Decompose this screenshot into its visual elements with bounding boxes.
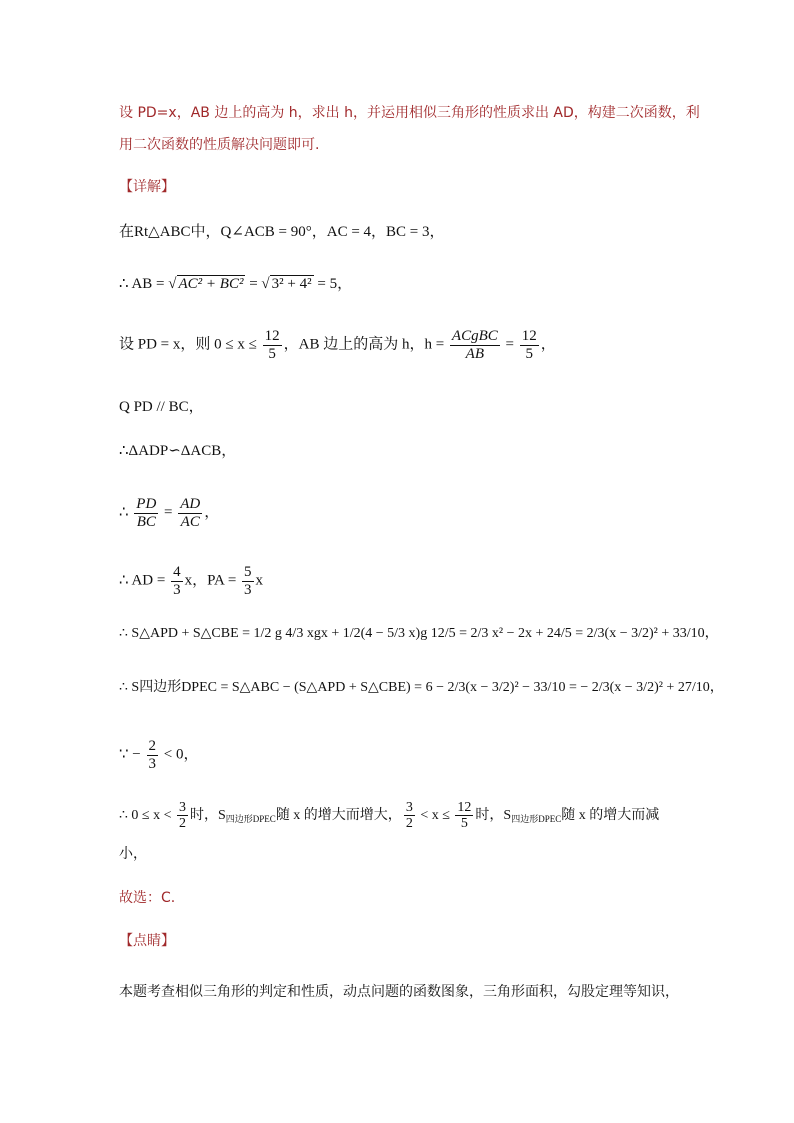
step-11-frac-1: $\frac{3}{2}$ <box>179 800 186 832</box>
detail-heading: 【详解】 <box>119 179 175 195</box>
step-3-frac-1: $\frac{12}{5}$ <box>264 328 280 362</box>
step-5: ∴ΔADP∽ΔACB， <box>119 443 237 459</box>
step-2-radicand-2: 3² + 4² <box>271 276 312 292</box>
step-7: ∴ AD = $\frac{4}{3}$ x，PA = $\frac{5}{3}$ x <box>119 564 264 598</box>
step-7-frac-1: $\frac{4}{3}$ <box>173 564 181 598</box>
step-3: 设 PD = x，则 0 ≤ x ≤ $\frac{12}{5}$ ，AB 边上的高为 h，h = $\frac{\text{ACgBC}}{AB}$ = $\frac{12}{5}$ ， <box>119 328 556 362</box>
step-11-frac-3: $\frac{12}{5}$ <box>457 800 472 832</box>
step-4: Q PD // BC， <box>119 399 204 415</box>
step-2-lead: ∴ AB = <box>119 276 169 292</box>
step-6: ∴ $\frac{PD}{BC}$ = $\frac{AD}{AC}$ ， <box>119 496 220 530</box>
step-6-frac-1: $\frac{PD}{BC}$ <box>136 496 157 530</box>
step-3-lead: 设 PD = x，则 0 ≤ x ≤ <box>119 336 261 353</box>
step-3-mid: ，AB 边上的高为 h，h = <box>283 336 448 353</box>
step-3-frac-3: $\frac{12}{5}$ <box>521 328 537 362</box>
step-11-line-2: 小， <box>119 846 147 862</box>
intro-line-1: 设 PD=x，AB 边上的高为 h，求出 h，并运用相似三角形的性质求出 AD，构建二次函数，利 <box>119 105 700 121</box>
step-10-frac: $\frac{2}{3}$ <box>148 738 157 772</box>
comment-heading: 【点睛】 <box>119 933 175 949</box>
step-1: 在Rt△ABC中，Q∠ACB = 90°，AC = 4，BC = 3， <box>119 224 445 240</box>
step-2: ∴ AB = √ AC² + BC² = √ 3² + 4² = 5， <box>119 276 353 292</box>
step-3-frac-2: $\frac{\text{ACgBC}}{AB}$ <box>451 328 498 362</box>
intro-line-2: 用二次函数的性质解决问题即可. <box>119 137 320 153</box>
step-6-frac-2: $\frac{AD}{AC}$ <box>180 496 201 530</box>
step-2-eq: = <box>245 276 262 292</box>
step-2-tail: = 5， <box>313 276 353 292</box>
answer-line: 故选：C. <box>119 890 176 906</box>
step-8: ∴ S△APD + S△CBE = 1/2 g 4/3 xgx + 1/2(4 − 5/3 x)g 12/5 = 2/3 x² − 2x + 24/5 = 2/3(x − 3/2)² + 33/10， <box>119 626 719 641</box>
step-2-radicand-1: AC² + BC² <box>178 276 244 292</box>
step-9: ∴ S四边形DPEC = S△ABC − (S△APD + S△CBE) = 6 − 2/3(x − 3/2)² − 33/10 = − 2/3(x − 3/2)² + 27/10， <box>119 680 724 695</box>
step-7-frac-2: $\frac{5}{3}$ <box>244 564 252 598</box>
step-11: ∴ 0 ≤ x < $\frac{3}{2}$ 时，$S_{四边形DPEC}$随 x 的增大而增大， $\frac{3}{2}$ < x ≤ $\frac{12}{5}$ 时，$S_{四边形DPEC}$随 x 的增大而减 <box>119 800 660 832</box>
comment-text: 本题考查相似三角形的判定和性质，动点问题的函数图象，三角形面积，勾股定理等知识， <box>119 984 679 1000</box>
step-11-frac-2: $\frac{3}{2}$ <box>405 800 413 832</box>
step-10: ∵ − $\frac{2}{3}$ < 0， <box>119 738 199 772</box>
